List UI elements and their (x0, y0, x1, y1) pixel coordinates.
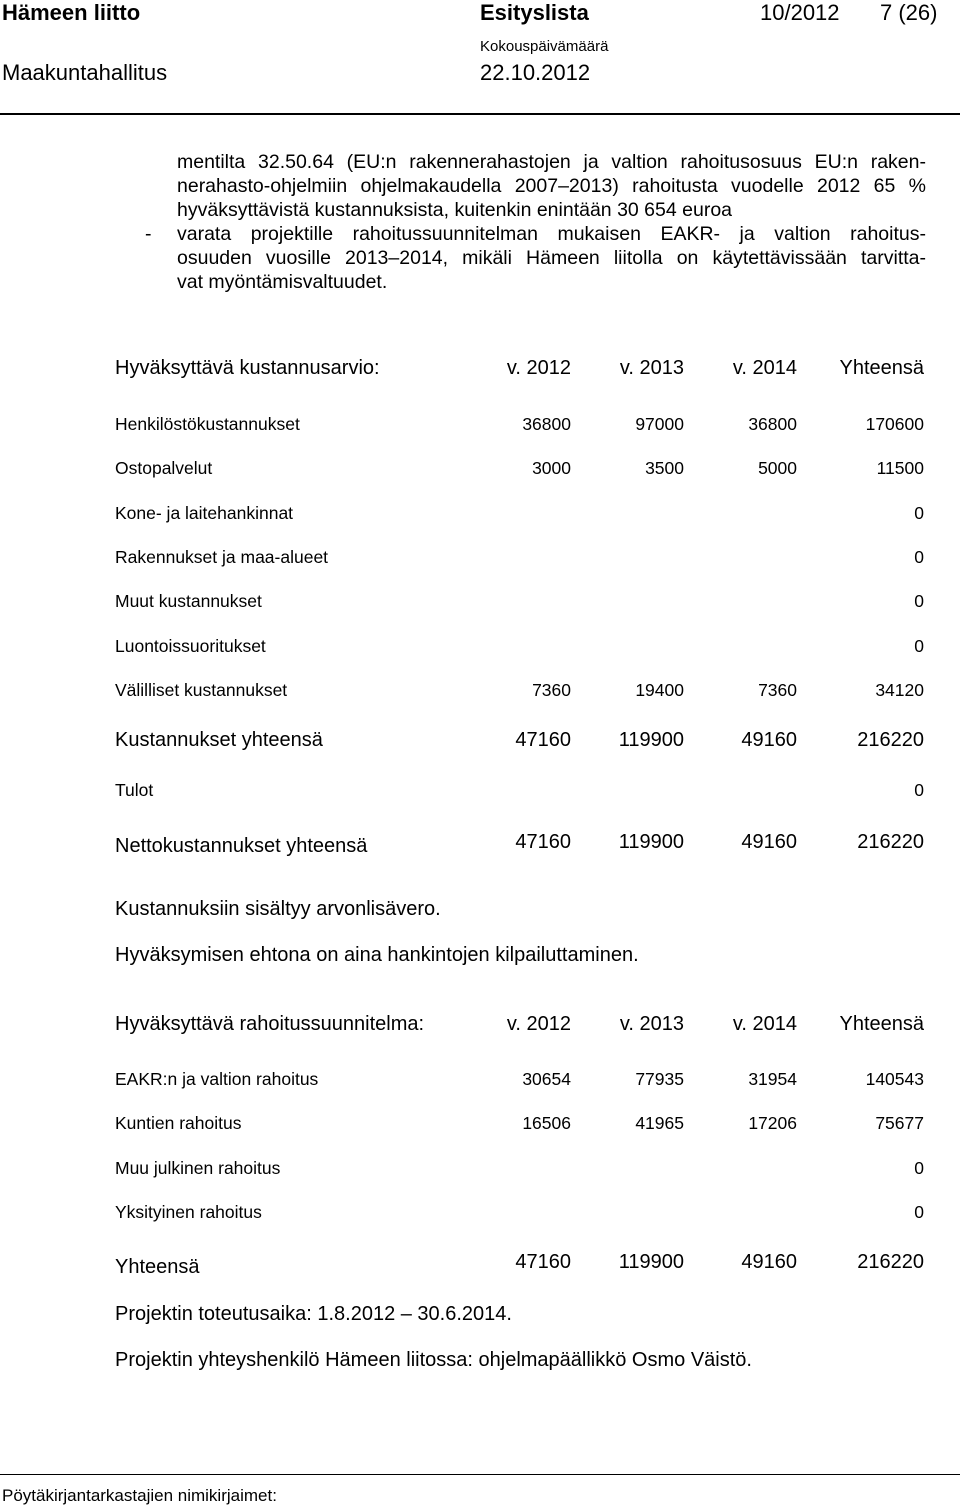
bullet-line: varata projektille rahoitussuunnitelman mukaisen EAKR- ja valtion rahoitus- (177, 223, 926, 245)
table-row (0, 591, 960, 615)
table-row-total (0, 1251, 960, 1278)
table-row (0, 1113, 960, 1137)
condition-note: Hyväksymisen ehtona on aina hankintojen kilpailuttaminen. (115, 944, 639, 966)
cell-2013: 77935 (635, 1069, 684, 1089)
col-header-2014: v. 2014 (732, 357, 797, 379)
row-label: Kustannukset yhteensä (115, 729, 323, 751)
funding-table-header (0, 1013, 960, 1037)
bullet-line: vat myöntämisvaltuudet. (177, 271, 388, 293)
cell-2014: 31954 (748, 1069, 797, 1089)
cell-2012: 47160 (515, 1251, 571, 1273)
row-label: Rakennukset ja maa-alueet (115, 547, 329, 567)
cell-2013: 19400 (635, 680, 684, 700)
cell-total: 0 (914, 547, 924, 567)
row-label: Välilliset kustannukset (115, 680, 288, 700)
cell-total: 216220 (857, 831, 924, 853)
table-row (0, 680, 960, 704)
cell-total: 34120 (875, 680, 924, 700)
date-label: Kokouspäivämäärä (480, 38, 609, 55)
meeting-date: 22.10.2012 (480, 60, 591, 85)
cell-total: 0 (914, 636, 924, 656)
cost-table-header (0, 357, 960, 381)
table-row-subtotal (0, 729, 960, 753)
cell-2012: 7360 (532, 680, 571, 700)
row-label: Muu julkinen rahoitus (115, 1158, 281, 1178)
table-row (0, 1069, 960, 1093)
cell-total: 170600 (865, 414, 924, 434)
table-row (0, 503, 960, 527)
cell-total: 216220 (857, 729, 924, 751)
row-label: Yksityinen rahoitus (115, 1202, 262, 1222)
cell-total: 0 (914, 591, 924, 611)
row-label: Luontoissuoritukset (115, 636, 266, 656)
cell-2014: 5000 (758, 458, 797, 478)
cell-total: 0 (914, 503, 924, 523)
header-rule (0, 113, 960, 115)
row-label: Kone- ja laitehankinnat (115, 503, 294, 523)
col-header-total: Yhteensä (839, 1013, 924, 1035)
col-header-2012: v. 2012 (506, 1013, 571, 1035)
cell-total: 216220 (857, 1251, 924, 1273)
cell-total: 0 (914, 780, 924, 800)
table-row (0, 780, 960, 804)
cell-total: 140543 (865, 1069, 924, 1089)
table-row (0, 547, 960, 571)
org-name: Hämeen liitto (2, 0, 141, 25)
row-label: EAKR:n ja valtion rahoitus (115, 1069, 319, 1089)
funding-table-title: Hyväksyttävä rahoitussuunnitelma: (115, 1013, 425, 1035)
footer-rule (0, 1474, 960, 1475)
row-label: Henkilöstökustannukset (115, 414, 300, 434)
cell-2014: 49160 (741, 831, 797, 853)
bullet-marker: - (145, 223, 152, 245)
cell-2012: 47160 (515, 729, 571, 751)
cell-2013: 3500 (645, 458, 684, 478)
intro-line: nerahasto-ohjelmiin ohjelmakaudella 2007–2013) rahoitusta vuodelle 2012 65 % (177, 175, 926, 197)
intro-paragraph (177, 150, 926, 222)
bullet-line: osuuden vuosille 2013–2014, mikäli Hämeen liitolla on käytettävissään tarvitta- (177, 247, 926, 269)
cell-2013: 97000 (635, 414, 684, 434)
table-row (0, 1202, 960, 1226)
signature-label: Pöytäkirjantarkastajien nimikirjaimet: (2, 1486, 277, 1505)
project-duration: Projektin toteutusaika: 1.8.2012 – 30.6.2014. (115, 1303, 512, 1325)
row-label: Ostopalvelut (115, 458, 213, 478)
cell-2012: 30654 (522, 1069, 571, 1089)
col-header-2013: v. 2013 (619, 357, 684, 379)
table-row (0, 414, 960, 438)
table-row-net-total (0, 831, 960, 855)
project-contact: Projektin yhteyshenkilö Hämeen liitossa: ohjelmapäällikkö Osmo Väistö. (115, 1349, 752, 1371)
cell-total: 11500 (876, 458, 924, 478)
row-label: Yhteensä (115, 1256, 200, 1278)
row-label: Tulot (115, 780, 154, 800)
col-header-2014: v. 2014 (732, 1013, 797, 1035)
body-name: Maakuntahallitus (2, 60, 168, 85)
col-header-total: Yhteensä (839, 357, 924, 379)
vat-note: Kustannuksiin sisältyy arvonlisävero. (115, 898, 441, 920)
cell-2014: 7360 (758, 680, 797, 700)
cell-2014: 49160 (741, 1251, 797, 1273)
row-label: Nettokustannukset yhteensä (115, 835, 368, 857)
col-header-2012: v. 2012 (506, 357, 571, 379)
table-row (0, 636, 960, 660)
page-number: 7 (26) (880, 0, 938, 25)
intro-line: hyväksyttävistä kustannuksista, kuitenkin enintään 30 654 euroa (177, 199, 733, 221)
table-row (0, 458, 960, 482)
table-row (0, 1158, 960, 1182)
cell-2014: 36800 (748, 414, 797, 434)
col-header-2013: v. 2013 (619, 1013, 684, 1035)
cell-2013: 41965 (635, 1113, 684, 1133)
cell-2013: 119900 (618, 729, 684, 751)
intro-line: mentilta 32.50.64 (EU:n rakennerahastojen ja valtion rahoitusosuus EU:n raken- (177, 151, 926, 173)
cell-total: 0 (914, 1158, 924, 1178)
cell-2012: 47160 (515, 831, 571, 853)
cell-total: 0 (914, 1202, 924, 1222)
doc-type: Esityslista (480, 0, 589, 25)
cell-2013: 119900 (618, 1251, 684, 1273)
row-label: Kuntien rahoitus (115, 1113, 242, 1133)
cell-2012: 36800 (522, 414, 571, 434)
cell-2012: 16506 (522, 1113, 571, 1133)
cell-2014: 49160 (741, 729, 797, 751)
cell-2013: 119900 (618, 831, 684, 853)
cell-2014: 17206 (748, 1113, 797, 1133)
cell-total: 75677 (875, 1113, 924, 1133)
cell-2012: 3000 (532, 458, 571, 478)
doc-number: 10/2012 (760, 0, 840, 25)
cost-table-title: Hyväksyttävä kustannusarvio: (115, 357, 380, 379)
bullet-paragraph (177, 222, 926, 294)
row-label: Muut kustannukset (115, 591, 262, 611)
